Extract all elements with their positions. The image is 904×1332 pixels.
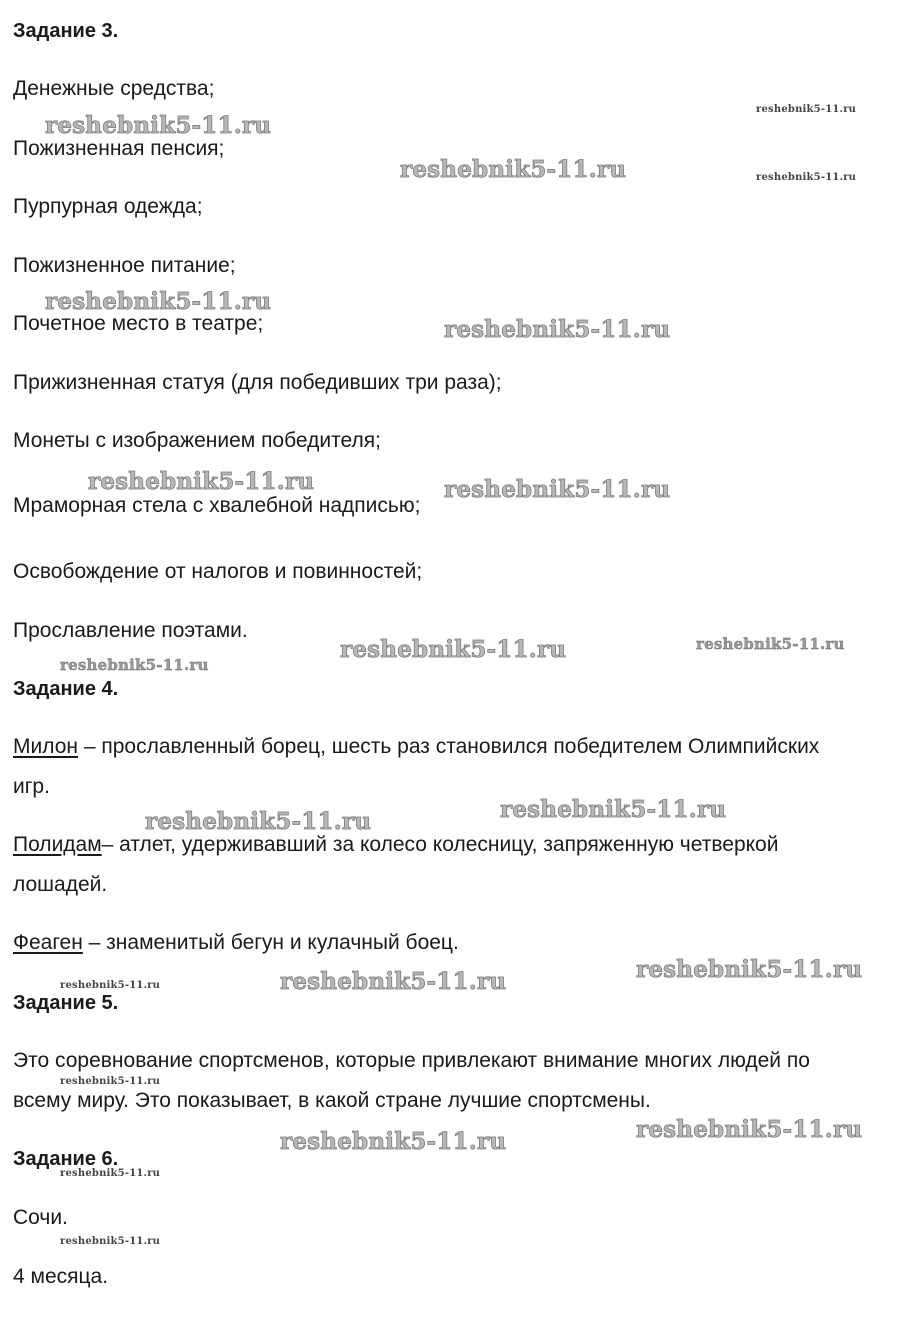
task3-item: Денежные средства;	[13, 77, 215, 100]
task3-item: Прославление поэтами.	[13, 619, 248, 642]
watermark: reshebnik5-11.ru	[60, 656, 209, 674]
watermark: reshebnik5-11.ru	[756, 104, 857, 115]
task3-item: Пожизненное питание;	[13, 254, 236, 277]
task3-item: Прижизненная статуя (для победивших три раза);	[13, 371, 502, 394]
watermark: reshebnik5-11.ru	[636, 956, 863, 983]
task4-heading: Задание 4.	[13, 678, 119, 700]
term-polidam: Полидам	[13, 833, 102, 856]
watermark: reshebnik5-11.ru	[400, 156, 627, 183]
watermark: reshebnik5-11.ru	[444, 476, 671, 503]
task5-answer-line: Это соревнование спортсменов, которые привлекают внимание многих людей по	[13, 1049, 810, 1072]
watermark: reshebnik5-11.ru	[280, 968, 507, 995]
watermark: reshebnik5-11.ru	[500, 796, 727, 823]
task3-item: Мраморная стела с хвалебной надписью;	[13, 494, 421, 517]
task6-answer: 4 месяца.	[13, 1265, 109, 1288]
term-feagen: Феаген	[13, 931, 83, 954]
watermark: reshebnik5-11.ru	[60, 1236, 161, 1247]
watermark: reshebnik5-11.ru	[145, 808, 372, 835]
term-milon: Милон	[13, 735, 78, 758]
task6-answer: Сочи.	[13, 1206, 68, 1229]
task3-item: Пурпурная одежда;	[13, 195, 203, 218]
watermark: reshebnik5-11.ru	[45, 112, 272, 139]
watermark: reshebnik5-11.ru	[444, 316, 671, 343]
task4-entry-cont: лошадей.	[13, 873, 108, 896]
watermark: reshebnik5-11.ru	[340, 636, 567, 663]
entry-text: – прославленный борец, шесть раз становился победителем Олимпийских	[78, 735, 820, 758]
watermark: reshebnik5-11.ru	[88, 468, 315, 495]
task5-answer-line: всему миру. Это показывает, в какой стране лучшие спортсмены.	[13, 1089, 651, 1112]
task3-heading: Задание 3.	[13, 20, 119, 42]
watermark: reshebnik5-11.ru	[636, 1116, 863, 1143]
watermark: reshebnik5-11.ru	[696, 635, 845, 653]
task4-entry	[13, 832, 778, 858]
entry-text: – знаменитый бегун и кулачный боец.	[82, 931, 459, 954]
task4-entry	[13, 930, 459, 956]
entry-text: – атлет, удерживавший за колесо колесницу, запряженную четверкой	[101, 833, 779, 856]
watermark: reshebnik5-11.ru	[60, 980, 161, 991]
watermark: reshebnik5-11.ru	[280, 1128, 507, 1155]
task3-item: Пожизненная пенсия;	[13, 137, 225, 160]
task4-entry-cont: игр.	[13, 775, 50, 798]
task3-item: Почетное место в театре;	[13, 312, 264, 335]
watermark: reshebnik5-11.ru	[60, 1168, 161, 1179]
watermark: reshebnik5-11.ru	[756, 172, 857, 183]
task6-heading: Задание 6.	[13, 1148, 119, 1170]
task3-item: Монеты с изображением победителя;	[13, 429, 381, 452]
watermark: reshebnik5-11.ru	[60, 1076, 161, 1087]
task5-heading: Задание 5.	[13, 992, 119, 1014]
task4-entry	[13, 734, 819, 760]
watermark: reshebnik5-11.ru	[45, 288, 272, 315]
task3-item: Освобождение от налогов и повинностей;	[13, 560, 423, 583]
